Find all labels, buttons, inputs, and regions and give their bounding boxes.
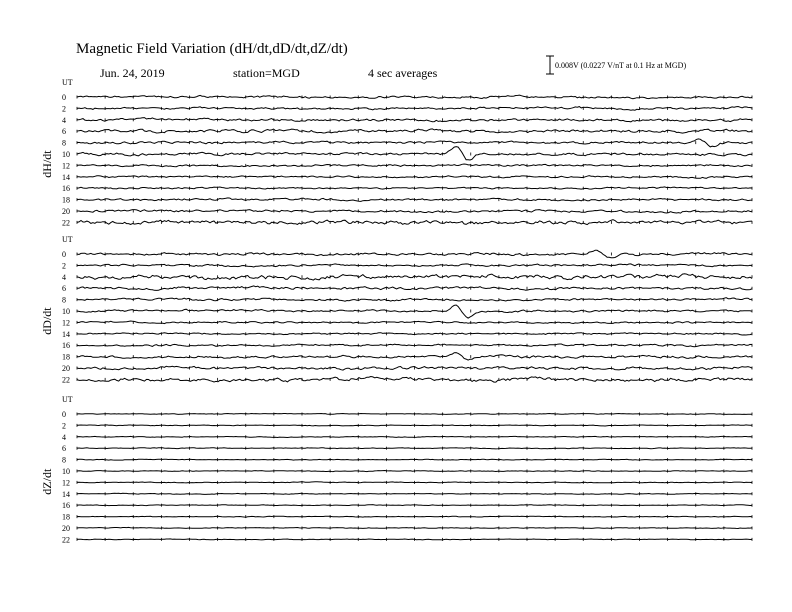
hour-tick-label: 4 [62,272,66,282]
scale-label: 0.008V (0.0227 V/nT at 0.1 Hz at MGD) [555,61,687,70]
ut-label: UT [62,395,73,404]
hour-tick-label: 4 [62,115,66,125]
hour-tick-label: 8 [62,455,66,465]
axis-label: dZ/dt [40,468,54,495]
hour-tick-label: 18 [62,352,70,362]
hour-tick-label: 12 [62,318,70,328]
hour-tick-label: 12 [62,161,70,171]
hour-tick-label: 14 [62,172,70,182]
hour-tick-label: 20 [62,364,70,373]
hour-tick-label: 20 [62,524,70,533]
hour-tick-label: 2 [62,261,66,271]
hour-tick-label: 20 [62,207,70,216]
ut-label: UT [62,78,73,87]
station-label: station=MGD [233,66,300,80]
hour-tick-label: 16 [62,501,70,511]
panel-dZ-dt [40,395,752,544]
hour-tick-label: 14 [62,489,70,499]
hour-tick-label: 0 [62,93,66,102]
hour-tick-label: 6 [62,444,66,454]
panel-dD-dt [40,235,752,384]
hour-tick-label: 10 [62,150,70,159]
hour-tick-label: 0 [62,410,66,419]
hour-tick-label: 16 [62,341,70,351]
panel-dH-dt [40,78,752,227]
hour-tick-label: 4 [62,432,66,442]
hour-tick-label: 2 [62,421,66,431]
hour-tick-label: 18 [62,512,70,522]
chart-date: Jun. 24, 2019 [100,66,165,80]
panels [40,78,752,544]
hour-tick-label: 8 [62,138,66,148]
hour-tick-label: 2 [62,104,66,114]
hour-tick-label: 22 [62,218,70,228]
hour-tick-label: 12 [62,478,70,488]
hour-tick-label: 22 [62,375,70,385]
chart-title: Magnetic Field Variation (dH/dt,dD/dt,dZ/dt) [76,41,348,57]
hour-tick-label: 8 [62,295,66,305]
ut-label: UT [62,235,73,244]
hour-tick-label: 14 [62,329,70,339]
hour-tick-label: 18 [62,195,70,205]
hour-tick-label: 0 [62,250,66,259]
averaging-label: 4 sec averages [368,66,438,80]
scale-bar [546,56,554,74]
hour-tick-label: 6 [62,284,66,294]
hour-tick-label: 16 [62,184,70,194]
axis-label: dD/dt [40,307,54,335]
hour-tick-label: 10 [62,467,70,476]
hour-tick-label: 10 [62,307,70,316]
axis-label: dH/dt [40,150,54,178]
hour-tick-label: 6 [62,127,66,137]
hour-tick-label: 22 [62,535,70,545]
